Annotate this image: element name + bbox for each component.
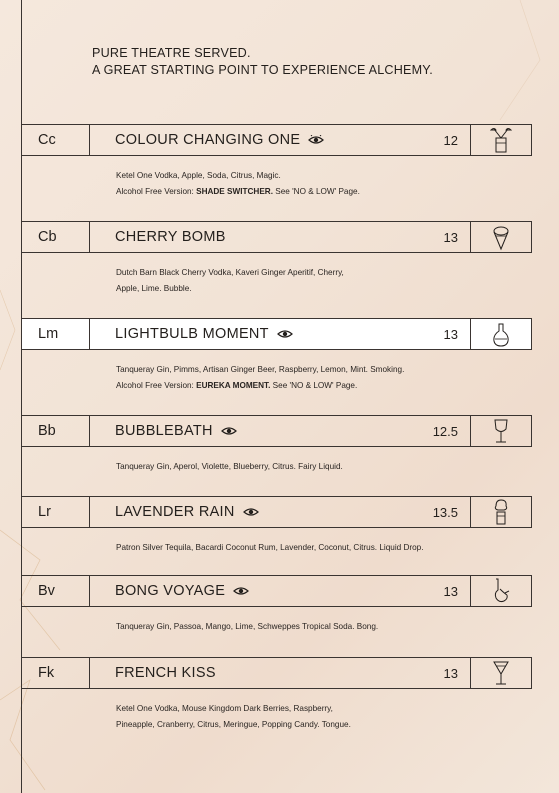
menu-item-lavender-rain xyxy=(21,496,532,556)
item-price: 12 xyxy=(443,132,458,148)
intro-line-1: PURE THEATRE SERVED. xyxy=(92,46,251,60)
menu-intro xyxy=(92,45,433,78)
cone-glass-icon xyxy=(486,222,516,252)
eye-icon xyxy=(243,507,259,517)
item-description xyxy=(116,701,532,733)
item-price: 12.5 xyxy=(432,423,458,439)
item-ingredients: Dutch Barn Black Cherry Vodka, Kaveri Ginger Aperitif, Cherry, xyxy=(116,268,344,277)
bong-glass-icon xyxy=(486,576,516,606)
item-price: 13 xyxy=(443,583,458,599)
item-name xyxy=(90,132,410,148)
menu-item-french-kiss xyxy=(21,657,532,733)
item-name xyxy=(90,583,410,599)
martini-glass-icon xyxy=(486,658,516,688)
item-header-row[interactable] xyxy=(21,415,532,447)
item-description xyxy=(116,619,532,635)
eye-icon xyxy=(221,426,237,436)
item-code: Lr xyxy=(22,497,90,527)
menu-item-cherry-bomb xyxy=(21,221,532,297)
item-alt-version: Alcohol Free Version: SHADE SWITCHER. See 'NO & LOW' Page. xyxy=(116,187,360,196)
item-header-row[interactable] xyxy=(21,575,532,607)
item-name-text: BUBBLEBATH xyxy=(115,423,213,439)
item-ingredients: Tanqueray Gin, Passoa, Mango, Lime, Schweppes Tropical Soda. Bong. xyxy=(116,622,379,631)
item-code: Fk xyxy=(22,658,90,688)
item-price: 13 xyxy=(443,229,458,245)
menu-item-bubblebath xyxy=(21,415,532,475)
item-code: Lm xyxy=(22,319,90,349)
teapot-glass-icon xyxy=(486,125,516,155)
item-name xyxy=(90,423,410,439)
item-name-text: BONG VOYAGE xyxy=(115,583,226,599)
item-alt-version: Alcohol Free Version: EUREKA MOMENT. See 'NO & LOW' Page. xyxy=(116,381,358,390)
menu-item-bong-voyage xyxy=(21,575,532,635)
item-name-text: LIGHTBULB MOMENT xyxy=(115,326,269,342)
eye-icon xyxy=(277,329,293,339)
item-ingredients: Tanqueray Gin, Pimms, Artisan Ginger Beer, Raspberry, Lemon, Mint. Smoking. xyxy=(116,365,405,374)
item-header-row[interactable] xyxy=(21,318,532,350)
item-name xyxy=(90,665,410,681)
item-ingredients-cont: Pineapple, Cranberry, Citrus, Meringue, Popping Candy. Tongue. xyxy=(116,720,351,729)
flask-glass-icon xyxy=(486,319,516,349)
item-name-text: CHERRY BOMB xyxy=(115,229,226,245)
item-ingredients-cont: Apple, Lime. Bubble. xyxy=(116,284,192,293)
item-description xyxy=(116,362,532,394)
item-header-row[interactable] xyxy=(21,124,532,156)
item-name-text: LAVENDER RAIN xyxy=(115,504,235,520)
item-ingredients: Patron Silver Tequila, Bacardi Coconut Rum, Lavender, Coconut, Citrus. Liquid Drop. xyxy=(116,543,424,552)
cloud-jar-icon xyxy=(486,497,516,527)
item-ingredients: Ketel One Vodka, Apple, Soda, Citrus, Magic. xyxy=(116,171,281,180)
item-name-text: FRENCH KISS xyxy=(115,665,216,681)
item-code: Cb xyxy=(22,222,90,252)
item-description xyxy=(116,459,532,475)
item-name xyxy=(90,229,410,245)
eye-icon xyxy=(233,586,249,596)
item-header-row[interactable] xyxy=(21,657,532,689)
item-code: Cc xyxy=(22,125,90,155)
item-code: Bv xyxy=(22,576,90,606)
item-name xyxy=(90,504,410,520)
eye-icon xyxy=(308,135,324,145)
item-name xyxy=(90,326,410,342)
item-code: Bb xyxy=(22,416,90,446)
wine-glass-icon xyxy=(486,416,516,446)
item-description xyxy=(116,168,532,200)
item-ingredients: Ketel One Vodka, Mouse Kingdom Dark Berries, Raspberry, xyxy=(116,704,333,713)
menu-item-colour-changing-one xyxy=(21,124,532,200)
item-price: 13.5 xyxy=(432,504,458,520)
item-ingredients: Tanqueray Gin, Aperol, Violette, Blueberry, Citrus. Fairy Liquid. xyxy=(116,462,343,471)
item-price: 13 xyxy=(443,665,458,681)
menu-item-lightbulb-moment xyxy=(21,318,532,394)
item-description xyxy=(116,540,532,556)
item-header-row[interactable] xyxy=(21,496,532,528)
item-header-row[interactable] xyxy=(21,221,532,253)
intro-line-2: A GREAT STARTING POINT TO EXPERIENCE ALCHEMY. xyxy=(92,62,433,77)
item-price: 13 xyxy=(443,326,458,342)
item-name-text: COLOUR CHANGING ONE xyxy=(115,132,301,148)
item-description xyxy=(116,265,532,297)
